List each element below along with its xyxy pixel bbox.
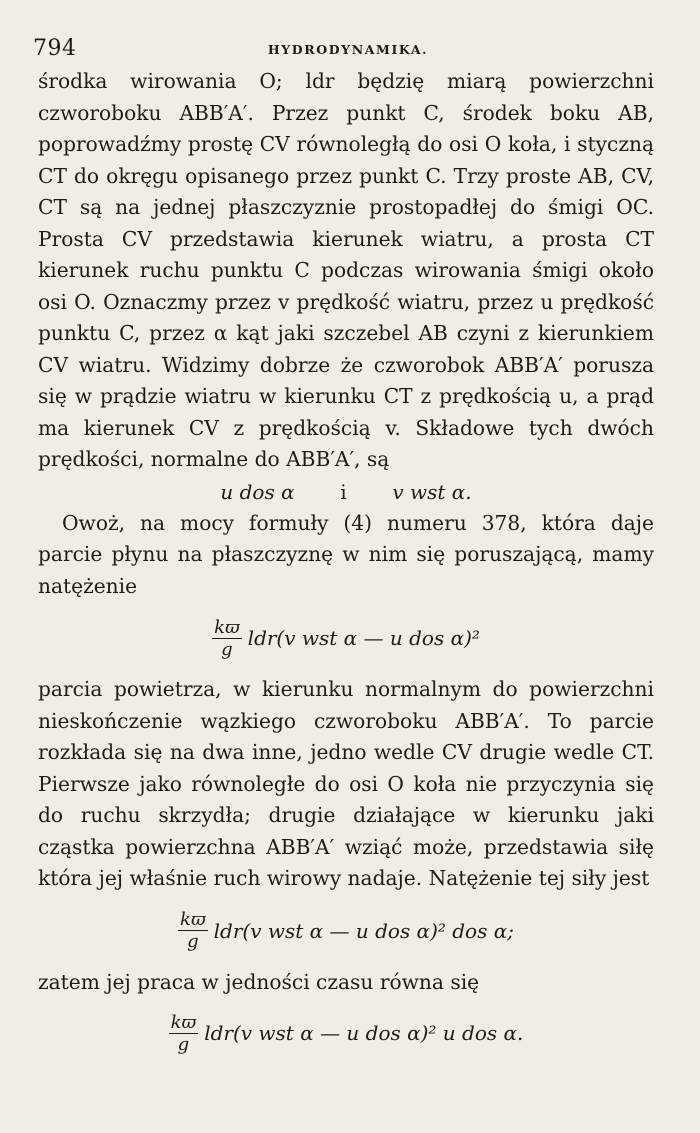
formula-component-right: v wst α.	[392, 479, 472, 504]
paragraph-4: zatem jej praca w jedności czasu równa się	[38, 969, 480, 994]
formula-components	[38, 476, 654, 508]
fraction-denominator: g	[177, 1033, 190, 1055]
paragraph-1: środka wirowania O; ldr będzię miarą powierzchni czworoboku ABB′A′. Przez punkt C, środek boku AB, poprowadźmy prostę CV równoległą do osi O koła, i styczną CT do okręgu opisanego przez punkt C. Trzy proste AB, CV, CT są na jednej płaszczyznie prostopadłej do śmigi OC. Prosta CV przedstawia kierunek wiatru, a prosta CT kierunek ruchu punktu C podczas wirowania śmigi około osi O. Oznaczmy przez v prędkość wiatru, przez u prędkość punktu C, przez α kąt jaki szczebel AB czyni z kierunkiem CV wiatru. Widzimy dobrze że czworobok ABB′A′ porusza się w prądzie wiatru w kierunku CT z prędkością u, a prąd ma kierunek CV z prędkością v. Składowe tych dwóch prędkości, normalne do ABB′A′, są	[38, 69, 654, 471]
formula-work	[38, 998, 654, 1068]
body-text	[38, 66, 654, 1068]
formula-pressure	[38, 602, 654, 674]
formula-expression: ldr(v wst α — u dos α)² dos α;	[213, 918, 514, 943]
formula-expression: ldr(v wst α — u dos α)²	[247, 626, 480, 650]
formula-component-connector: i	[340, 479, 347, 504]
formula-expression: ldr(v wst α — u dos α)² u dos α.	[204, 1021, 524, 1045]
running-head: HYDRODYNAMIKA.	[267, 42, 429, 57]
paragraph-2: Owoż, na mocy formuły (4) numeru 378, która daje parcie płynu na płaszczyznę w nim się poruszającą, mamy natężenie	[38, 510, 654, 598]
page-header	[33, 36, 663, 64]
fraction	[178, 909, 208, 952]
fraction-numerator: kϖ	[214, 616, 240, 638]
page-number: 794	[33, 36, 77, 61]
formula-component-left: u dos α	[220, 479, 295, 504]
fraction-numerator: kϖ	[180, 909, 206, 930]
fraction-denominator: g	[187, 931, 199, 952]
fraction-denominator: g	[221, 638, 233, 660]
fraction-numerator: kϖ	[170, 1011, 197, 1033]
formula-force	[38, 895, 654, 967]
paragraph-3: parcia powietrza, w kierunku normalnym do powierzchni nieskończenie wązkiego czworoboku ABB′A′. To parcie rozkłada się na dwa inne, jedno wedle CV drugie wedle CT. Pierwsze jako równoległe do osi O koła nie przyczynia się do ruchu skrzydła; drugie działające w kierunku jaki cząstka powierzchna ABB′A′ wziąć może, przedstawia siłę która jej właśnie ruch wirowy nadaje. Natężenie tej siły jest	[38, 677, 654, 890]
fraction	[212, 617, 242, 660]
fraction	[169, 1012, 199, 1055]
